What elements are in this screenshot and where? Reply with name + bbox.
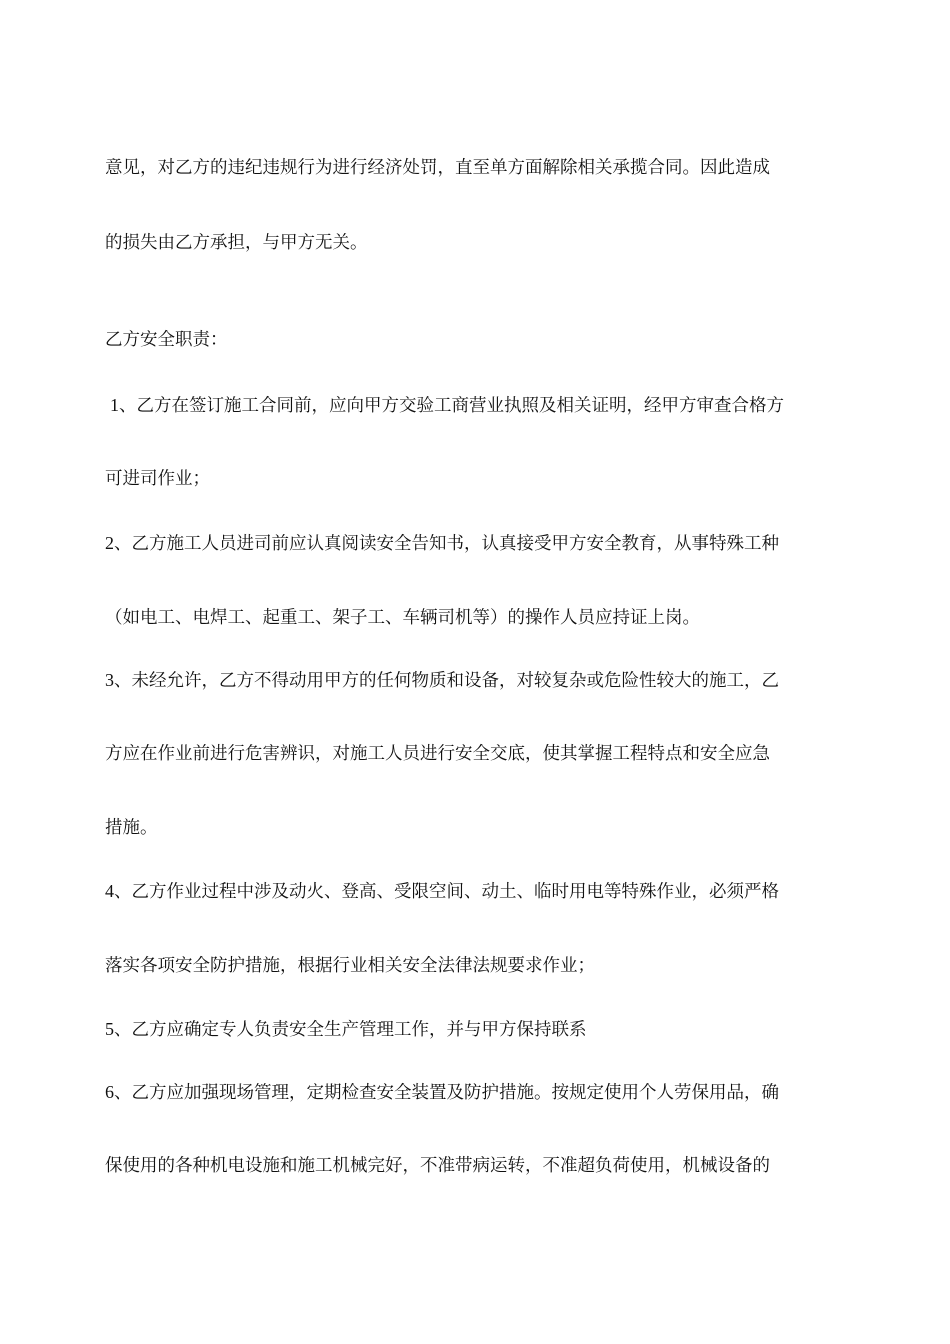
- list-item-4: 4、乙方作业过程中涉及动火、登高、受限空间、动土、临时用电等特殊作业，必须严格: [105, 881, 779, 902]
- list-item-3: 3、未经允许，乙方不得动用甲方的任何物质和设备，对较复杂或危险性较大的施工，乙: [105, 670, 779, 691]
- text-line-2: 的损失由乙方承担，与甲方无关。: [105, 233, 368, 253]
- list-item-2: 2、乙方施工人员进司前应认真阅读安全告知书，认真接受甲方安全教育，从事特殊工种: [105, 533, 779, 554]
- list-item-1: 1、乙方在签订施工合同前，应向甲方交验工商营业执照及相关证明，经甲方审查合格方: [110, 395, 784, 416]
- list-item-5: 5、乙方应确定专人负责安全生产管理工作，并与甲方保持联系: [105, 1019, 587, 1040]
- section-heading: 乙方安全职责：: [105, 330, 228, 350]
- text-line-1: 意见，对乙方的违纪违规行为进行经济处罚，直至单方面解除相关承揽合同。因此造成: [105, 158, 770, 178]
- list-item-6: 6、乙方应加强现场管理，定期检查安全装置及防护措施。按规定使用个人劳保用品，确: [105, 1082, 779, 1103]
- list-item-3-continued-2: 措施。: [105, 818, 158, 838]
- list-item-1-continued: 可进司作业；: [105, 469, 210, 489]
- list-item-2-continued: （如电工、电焊工、起重工、架子工、车辆司机等）的操作人员应持证上岗。: [105, 608, 700, 628]
- list-item-6-continued: 保使用的各种机电设施和施工机械完好，不准带病运转，不准超负荷使用，机械设备的: [105, 1156, 770, 1176]
- list-item-4-continued: 落实各项安全防护措施，根据行业相关安全法律法规要求作业；: [105, 956, 595, 976]
- list-item-3-continued: 方应在作业前进行危害辨识，对施工人员进行安全交底，使其掌握工程特点和安全应急: [105, 744, 770, 764]
